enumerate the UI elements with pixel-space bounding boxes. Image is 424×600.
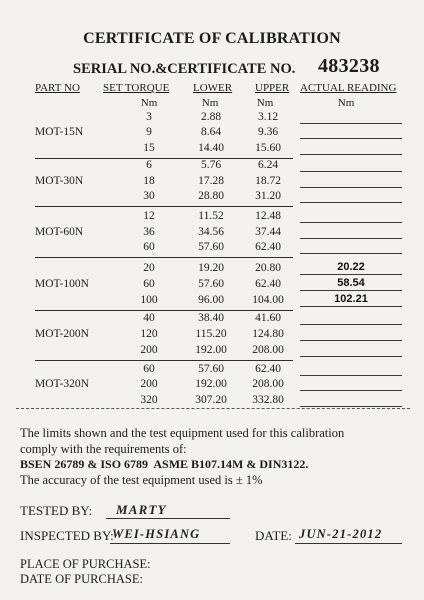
set-torque-value: 9 (146, 126, 152, 138)
date-label: DATE: (255, 528, 292, 543)
tested-by-label: TESTED BY: (20, 503, 93, 518)
lower-limit-value: 5.76 (200, 159, 222, 171)
upper-limit-value: 62.40 (255, 241, 281, 253)
standards-list: BSEN 26789 & ISO 6789 ASME B107.14M & DIN3122. (20, 457, 309, 471)
actual-reading-value: 58.54 (337, 277, 365, 289)
upper-limit-value: 15.60 (255, 142, 281, 154)
lower-limit-value: 19.20 (198, 262, 224, 274)
unit-actual-reading: Nm (337, 97, 355, 109)
upper-limit-value: 18.72 (255, 175, 281, 187)
actual-reading-line (300, 406, 402, 407)
set-torque-value: 60 (143, 241, 155, 253)
set-torque-value: 120 (140, 328, 158, 340)
lower-limit-value: 28.80 (198, 190, 224, 202)
lower-limit-value: 192.00 (195, 378, 227, 390)
part-number: MOT-320N (35, 378, 89, 390)
lower-limit-value: 38.40 (198, 312, 224, 324)
actual-reading-line (300, 375, 402, 376)
lower-limit-value: 14.40 (198, 142, 224, 154)
lower-limit-value: 8.64 (200, 126, 222, 138)
actual-reading-line (300, 123, 402, 124)
upper-limit-value: 208.00 (252, 344, 284, 356)
header-actual-reading: ACTUAL READING (300, 82, 397, 94)
set-torque-value: 12 (143, 210, 155, 222)
inspected-by-line (110, 543, 230, 544)
lower-limit-value: 11.52 (198, 210, 224, 222)
set-torque-value: 20 (143, 262, 155, 274)
actual-reading-line (300, 324, 402, 325)
upper-limit-value: 332.80 (252, 394, 284, 406)
header-lower: LOWER (193, 82, 233, 94)
lower-limit-value: 34.56 (198, 226, 224, 238)
date-of-purchase-label: DATE OF PURCHASE: (20, 572, 143, 586)
set-torque-value: 36 (143, 226, 155, 238)
actual-reading-line (300, 340, 402, 341)
set-torque-value: 320 (140, 394, 158, 406)
unit-set-torque: Nm (140, 97, 158, 109)
tested-by-signature: MARTY (116, 502, 167, 517)
part-number: MOT-60N (35, 226, 84, 238)
set-torque-value: 15 (143, 142, 155, 154)
serial-label: SERIAL NO.&CERTIFICATE NO. (73, 61, 296, 77)
set-torque-value: 60 (143, 278, 155, 290)
set-torque-value: 200 (140, 344, 158, 356)
upper-limit-value: 37.44 (255, 226, 281, 238)
upper-limit-value: 62.40 (255, 363, 281, 375)
upper-limit-value: 208.00 (252, 378, 284, 390)
header-part-no: PART NO (35, 82, 80, 94)
actual-reading-line (300, 253, 402, 254)
part-number: MOT-15N (35, 126, 84, 138)
lower-limit-value: 2.88 (200, 111, 222, 123)
date-line (295, 543, 402, 544)
upper-limit-value: 104.00 (252, 294, 284, 306)
part-number: MOT-30N (35, 175, 84, 187)
part-number: MOT-100N (35, 278, 89, 290)
lower-limit-value: 115.20 (195, 328, 227, 340)
set-torque-value: 6 (146, 159, 152, 171)
place-of-purchase-label: PLACE OF PURCHASE: (20, 557, 151, 571)
upper-limit-value: 9.36 (257, 126, 279, 138)
actual-reading-line (300, 138, 402, 139)
actual-reading-line (300, 222, 402, 223)
set-torque-value: 18 (143, 175, 155, 187)
group-divider (35, 257, 293, 258)
actual-reading-line (300, 290, 402, 291)
actual-reading-line (300, 390, 402, 391)
inspected-by-label: INSPECTED BY: (20, 528, 114, 543)
actual-reading-line (300, 238, 402, 239)
certificate-title: CERTIFICATE OF CALIBRATION (83, 30, 341, 47)
inspection-date: JUN-21-2012 (299, 527, 383, 541)
upper-limit-value: 62.40 (255, 278, 281, 290)
set-torque-value: 3 (146, 111, 152, 123)
actual-reading-value: 102.21 (334, 293, 368, 305)
actual-reading-line (300, 202, 402, 203)
upper-limit-value: 3.12 (257, 111, 279, 123)
inspected-by-signature: WEI-HSIANG (112, 527, 201, 541)
actual-reading-value: 20.22 (337, 261, 365, 273)
section-divider (16, 408, 410, 409)
upper-limit-value: 20.80 (255, 262, 281, 274)
lower-limit-value: 57.60 (198, 241, 224, 253)
upper-limit-value: 12.48 (255, 210, 281, 222)
lower-limit-value: 57.60 (198, 363, 224, 375)
actual-reading-line (300, 154, 402, 155)
requirements-note: comply with the requirements of: (20, 442, 187, 456)
header-upper: UPPER (255, 82, 290, 94)
lower-limit-value: 17.28 (198, 175, 224, 187)
unit-lower: Nm (201, 97, 219, 109)
actual-reading-line (300, 171, 402, 172)
accuracy-note: The accuracy of the test equipment used is ± 1% (20, 473, 263, 487)
tested-by-line (106, 518, 230, 519)
set-torque-value: 100 (140, 294, 158, 306)
set-torque-value: 30 (143, 190, 155, 202)
lower-limit-value: 57.60 (198, 278, 224, 290)
serial-number: 483238 (318, 55, 380, 77)
lower-limit-value: 192.00 (195, 344, 227, 356)
set-torque-value: 200 (140, 378, 158, 390)
actual-reading-line (300, 306, 402, 307)
part-number: MOT-200N (35, 328, 89, 340)
upper-limit-value: 31.20 (255, 190, 281, 202)
actual-reading-line (300, 274, 402, 275)
upper-limit-value: 6.24 (257, 159, 279, 171)
lower-limit-value: 307.20 (195, 394, 227, 406)
set-torque-value: 60 (143, 363, 155, 375)
limits-note: The limits shown and the test equipment used for this calibration (20, 426, 345, 440)
set-torque-value: 40 (143, 312, 155, 324)
header-set-torque: SET TORQUE (103, 82, 170, 94)
group-divider (35, 206, 293, 207)
lower-limit-value: 96.00 (198, 294, 224, 306)
actual-reading-line (300, 187, 402, 188)
actual-reading-line (300, 356, 402, 357)
unit-upper: Nm (256, 97, 274, 109)
group-divider (35, 360, 293, 361)
upper-limit-value: 41.60 (255, 312, 281, 324)
upper-limit-value: 124.80 (252, 328, 284, 340)
